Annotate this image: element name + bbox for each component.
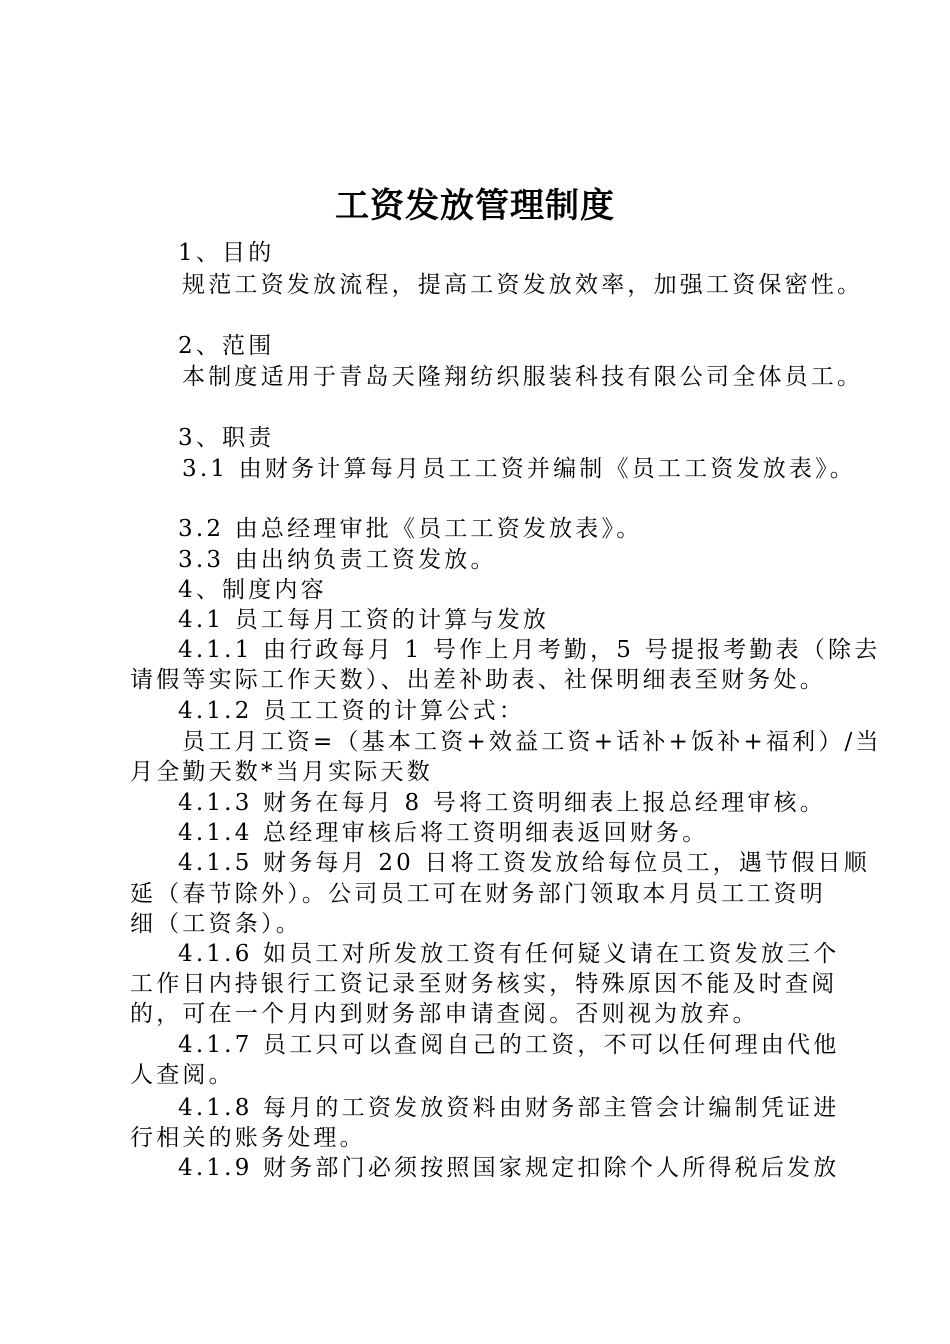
- paragraph-4-1-7-line1: 4.1.7 员工只可以查阅自己的工资，不可以任何理由代他: [178, 1032, 840, 1058]
- paragraph-4-1-3: 4.1.3 财务在每月 8 号将工资明细表上报总经理审核。: [178, 790, 826, 816]
- paragraph-4-1: 4.1 员工每月工资的计算与发放: [178, 607, 550, 633]
- paragraph-purpose: 规范工资发放流程，提高工资发放效率，加强工资保密性。: [182, 272, 864, 298]
- paragraph-4-1-6-line3: 的，可在一个月内到财务部申请查阅。否则视为放弃。: [130, 1001, 759, 1027]
- paragraph-4-1-6-line1: 4.1.6 如员工对所发放工资有任何疑义请在工资发放三个: [178, 941, 840, 967]
- paragraph-4-1-4: 4.1.4 总经理审核后将工资明细表返回财务。: [178, 820, 709, 846]
- paragraph-4-1-9-line1: 4.1.9 财务部门必须按照国家规定扣除个人所得税后发放: [178, 1155, 840, 1181]
- paragraph-4-1-2: 4.1.2 员工工资的计算公式：: [178, 698, 526, 724]
- paragraph-duty-3-2: 3.2 由总经理审批《员工工资发放表》。: [178, 516, 643, 542]
- paragraph-4-1-1-line2: 请假等实际工作天数）、出差补助表、社保明细表至财务处。: [130, 667, 826, 693]
- paragraph-duty-3-3: 3.3 由出纳负责工资发放。: [178, 547, 497, 573]
- document-title: 工资发放管理制度: [335, 186, 615, 226]
- paragraph-4-1-8-line1: 4.1.8 每月的工资发放资料由财务部主管会计编制凭证进: [178, 1095, 840, 1121]
- section-heading-purpose: 1、目的: [178, 240, 275, 266]
- section-heading-scope: 2、范围: [178, 333, 275, 359]
- paragraph-4-1-5-line2: 延（春节除外）。公司员工可在财务部门领取本月员工工资明: [130, 881, 826, 907]
- paragraph-4-1-1-line1: 4.1.1 由行政每月 1 号作上月考勤，5 号提报考勤表（除去: [178, 637, 881, 663]
- paragraph-4-1-6-line2: 工作日内持银行工资记录至财务核实，特殊原因不能及时查阅: [130, 971, 838, 997]
- paragraph-4-1-8-line2: 行相关的账务处理。: [130, 1125, 366, 1151]
- paragraph-duty-3-1: 3.1 由财务计算每月员工工资并编制《员工工资发放表》。: [182, 456, 856, 482]
- paragraph-4-1-5-line3: 细（工资条）。: [130, 911, 302, 937]
- section-heading-content: 4、制度内容: [178, 577, 327, 603]
- formula-line1: 员工月工资=（基本工资+效益工资+话补+饭补+福利）/当: [182, 729, 882, 755]
- paragraph-4-1-7-line2: 人查阅。: [130, 1062, 235, 1088]
- paragraph-4-1-5-line1: 4.1.5 财务每月 20 日将工资发放给每位员工，遇节假日顺: [178, 850, 870, 876]
- formula-line2: 月全勤天数*当月实际天数: [130, 759, 433, 785]
- section-heading-duty: 3、职责: [178, 425, 275, 451]
- paragraph-scope: 本制度适用于青岛天隆翔纺织服装科技有限公司全体员工。: [182, 364, 864, 390]
